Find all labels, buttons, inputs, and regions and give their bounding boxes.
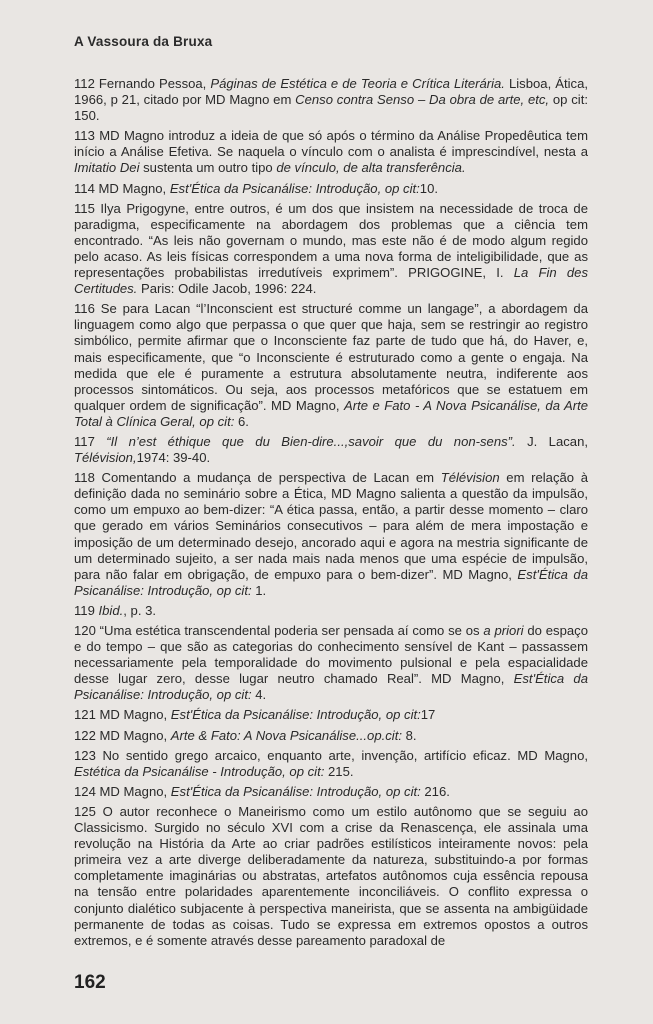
endnotes-list xyxy=(74,76,588,953)
endnote-text: Lisboa, Ática, 1966, p 21, citado por MD Magno em xyxy=(74,76,589,108)
endnote-text: 1. xyxy=(251,582,267,598)
endnote xyxy=(74,784,588,800)
endnote xyxy=(74,728,588,744)
endnote-italic-text: Arte e Fato - A Nova Psicanálise, da Arte Total à Clínica Geral, op cit: xyxy=(74,397,589,429)
endnote-text: do espaço e do tempo – que são as categorias do conhecimento sensível de Kant – passassem necessariamente pela temporalidade do movimento pulsional e pela espacialidade desse lugar zero, desse lugar neutro chamado Real”. MD Magno, xyxy=(74,623,588,687)
endnote-italic-text: Ibid. xyxy=(98,602,124,618)
endnote-text: em relação à definição dada no seminário sobre a Ética, MD Magno salienta a questão da impulsão, como um empuxo ao bem-dizer: “A ética passa, então, a partir desse momento – claro que gerado em vários Seminários consecutivos – para além de mera impostação e imposição de um determinado desejo, ancorado aqui e agora na mestria significante de um determinado sujeito, a ser nada mais nada menos que uma espécie de impulsão, para não falar em obrigação, de empuxo para o bem-dizer”. MD Magno, xyxy=(74,470,588,582)
endnote-italic-text: Est'Ética da Psicanálise: Introdução, op cit: xyxy=(170,707,421,723)
endnote-italic-text: Imitatio Dei xyxy=(74,160,140,176)
endnote-text: 112 Fernando Pessoa, xyxy=(74,76,211,91)
endnote-text: 1974: 39-40. xyxy=(136,450,211,466)
endnote-text: sustenta um outro tipo xyxy=(139,160,277,176)
endnote-text: 120 “Uma estética transcendental poderia ser pensada aí como se os xyxy=(74,623,484,638)
endnote xyxy=(74,707,588,723)
endnote-text: 17 xyxy=(420,707,436,723)
endnote-italic-text: de vínculo, de alta transferência. xyxy=(276,160,466,176)
endnote xyxy=(74,623,588,703)
endnote-italic-text: Télévision xyxy=(440,470,500,486)
endnote-text: 123 No sentido grego arcaico, enquanto arte, invenção, artifício eficaz. MD Magno, xyxy=(74,747,588,763)
endnote-italic-text: Est'Ética da Psicanálise: Introdução, op cit: xyxy=(170,783,421,799)
endnote-text: 118 Comentando a mudança de perspectiva de Lacan em xyxy=(74,470,441,486)
endnote-text: 6. xyxy=(234,413,249,429)
endnote-italic-text: a priori xyxy=(483,623,524,638)
endnote-italic-text: Est'Ética da Psicanálise: Introdução, op cit: xyxy=(74,566,588,598)
endnote-italic-text: “Il n’est éthique que du Bien-dire...,savoir que du non-sens”. xyxy=(106,433,516,449)
running-head: A Vassoura da Bruxa xyxy=(74,34,213,49)
endnote-text: , p. 3. xyxy=(123,602,157,618)
endnote-text: 117 xyxy=(74,433,107,449)
endnote-italic-text: Est'Ética da Psicanálise: Introdução, op cit: xyxy=(74,671,588,703)
endnote-text: 116 Se para Lacan “l’Inconscient est structuré comme un langage”, a abordagem da linguagem como algo que perpassa o que quer que haja, sem se restringir ao registro simbólico, permite afirmar que o Inconsciente faz parte de tudo que há, do Haver, e, mais especificamente, que “o Inconsciente é estruturado como a gente o engaja. Na medida que ele é puramente a estrutura absolutamente neutra, indiferente aos processos sintomáticos. Ou seja, aos processos metafóricos que se estatuem em qualquer ordem de significação”. MD Magno, xyxy=(74,301,588,413)
endnote-italic-text: Arte & Fato: A Nova Psicanálise...op.cit: xyxy=(170,727,402,743)
endnote-text: 4. xyxy=(251,687,267,703)
endnote xyxy=(74,603,588,619)
endnote xyxy=(74,181,588,197)
endnote xyxy=(74,434,588,466)
endnote-text: 115 Ilya Prigogyne, entre outros, é um dos que insistem na necessidade de troca de paradigma, especificamente na abordagem dos problemas que a ciência tem encontrado. “As leis não governam o mundo, mas este não é de modo algum regido pelo acaso. As leis físicas correspondem a uma nova forma de inteligibilidade, que as representações probabilistas irredutíveis exprimem”. PRIGOGINE, I. xyxy=(74,200,588,281)
page-number: 162 xyxy=(74,972,106,993)
endnote-text: 10. xyxy=(419,180,438,196)
endnote xyxy=(74,201,588,298)
endnote xyxy=(74,301,588,430)
endnote-italic-text: Páginas de Estética e de Teoria e Crítica Literária. xyxy=(210,76,505,91)
endnote-italic-text: Télévision, xyxy=(74,450,137,466)
endnote-text: 215. xyxy=(324,763,354,779)
endnote-italic-text: Censo contra Senso – Da obra de arte, etc, xyxy=(295,92,550,108)
endnote-text: Paris: Odile Jacob, 1996: 224. xyxy=(137,281,317,297)
endnote-text: 122 MD Magno, xyxy=(74,727,171,743)
endnote-text: 114 MD Magno, xyxy=(74,180,170,196)
endnote-italic-text: La Fin des Certitudes. xyxy=(74,265,588,297)
endnote xyxy=(74,748,588,780)
endnote-italic-text: Est'Ética da Psicanálise: Introdução, op cit: xyxy=(169,180,420,196)
endnote-text: 124 MD Magno, xyxy=(74,783,171,799)
endnote-text: 113 MD Magno introduz a ideia de que só após o término da Análise Propedêutica tem início a Análise Efetiva. Se naquela o vínculo com o analista é imprescindível, nesta a xyxy=(74,128,588,160)
endnote xyxy=(74,470,588,599)
endnote-text: 8. xyxy=(401,727,417,743)
endnote-italic-text: Estética da Psicanálise - Introdução, op cit: xyxy=(74,763,325,779)
endnote-text: 125 O autor reconhece o Maneirismo como um estilo autônomo que se seguiu ao Classicismo. Surgido no século XVI com a crise da Renascença, ele assinala uma revolução na História da Arte ao criar padrões estilísticos inteiramente novos: pela primeira vez a arte diverge deliberadamente da natureza, substituindo-a por formas completamente imaginárias ou abstratas, artefatos autônomos cuja essência repousa na tensão entre polaridades aparentemente inconciliáveis. O conflito expressa o conjunto dialético subjacente à perspectiva maneirista, que se assenta na ambigüidade permanente de todas as coisas. Tudo se expressa em extremos opostos a outros extremos, e é somente através desse pareamento paradoxal de xyxy=(74,803,588,948)
endnote-text: J. Lacan, xyxy=(515,433,588,449)
endnote-text: 121 MD Magno, xyxy=(74,707,171,723)
endnote-text: op cit: 150. xyxy=(74,92,588,124)
endnote-text: 216. xyxy=(420,783,450,799)
endnote-text: 119 xyxy=(74,602,99,618)
endnote xyxy=(74,76,588,124)
endnote xyxy=(74,804,588,949)
endnote xyxy=(74,128,588,176)
